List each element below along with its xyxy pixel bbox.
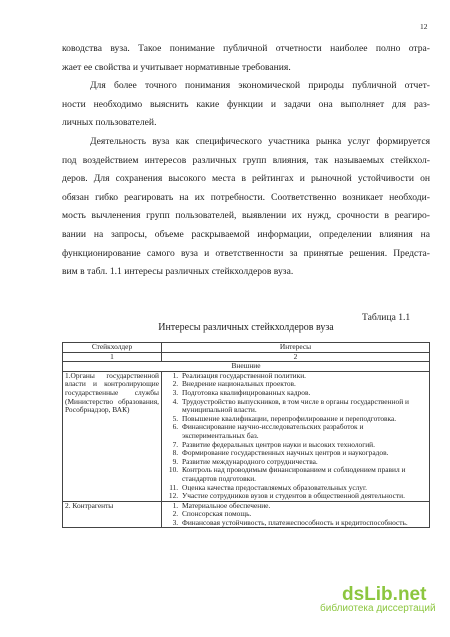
text-line: вим в табл. 1.1 интересы различных стейкхолдеров вуза.: [62, 266, 294, 278]
text-line: жает ее свойства и учитывает нормативные требования.: [62, 61, 291, 73]
stakeholder-cell: 1.Органы государственной власти и контролирующие государственные службы (Министерство образования, Рособрнадзор, ВАК): [63, 371, 162, 501]
table-header-row: [63, 343, 430, 353]
text-line: функционирование самого вуза и ответственности за принятые решения. Предста-: [62, 247, 430, 259]
column-header: Стейкхолдер: [63, 343, 162, 353]
list-item: 4. Трудоустройство выпускников, в том числе в органы государственной и муниципальной власти.: [180, 398, 427, 415]
section-label: Внешние: [63, 362, 430, 372]
list-item: 11. Оценка качества предоставляемых образовательных услуг.: [180, 484, 427, 493]
text-line: обязан гибко реагировать на их потребности. Соответственно возникает необходи-: [62, 191, 430, 203]
paragraph-3: [62, 133, 430, 282]
page-number: 12: [420, 22, 428, 31]
text-line: вании на запросы, объеме раскрываемой информации, определении влияния на: [62, 228, 430, 240]
text-line: ности необходимо выяснить какие функции и задачи она выполняет для раз-: [62, 98, 430, 110]
interests-list: [164, 372, 427, 501]
list-item: 2. Спонсорская помощь.: [180, 510, 427, 519]
column-header: Интересы: [162, 343, 430, 353]
column-number: 2: [162, 352, 430, 362]
list-item: 1. Материальное обеспечение.: [180, 502, 427, 511]
list-item: 7. Развитие федеральных центров науки и высоких технологий.: [180, 441, 427, 450]
list-item: 2. Внедрение национальных проектов.: [180, 380, 427, 389]
watermark[interactable]: [320, 584, 436, 614]
list-item: 9. Развитие международного сотрудничества.: [180, 458, 427, 467]
table-reference: Таблица 1.1: [362, 312, 411, 323]
column-number: 1: [63, 352, 162, 362]
list-item: 3. Подготовка квалифицированных кадров.: [180, 389, 427, 398]
interests-cell: [162, 501, 430, 528]
text-line: ководства вуза. Такое понимание публичной отчетности наиболее полно отра-: [62, 43, 430, 54]
text-line: деров. Для сохранения высокого места в рейтингах и рыночной устойчивости он: [62, 173, 430, 185]
stakeholder-table: [62, 342, 430, 528]
table-row: [63, 501, 430, 528]
text-line: Для более точного понимания экономической природы публичной отчет-: [90, 80, 430, 91]
stakeholder-cell: 2. Контрагенты: [63, 501, 162, 528]
text-line: личных пользователей.: [62, 117, 157, 129]
table-section-row: [63, 362, 430, 372]
text-line: мость вычленения групп пользователей, выявлении их нужд, срочности в реагиро-: [62, 210, 430, 222]
paragraph-1: [62, 40, 430, 77]
paragraph-2: [62, 77, 430, 133]
watermark-logo[interactable]: dsLib.net: [342, 584, 427, 605]
list-item: 5. Повышение квалификации, перепрофилирование и переподготовка.: [180, 415, 427, 424]
list-item: 6. Финансирование научно-исследовательских разработок и экспериментальных баз.: [180, 423, 427, 440]
text-line: Деятельность вуза как специфического участника рынка услуг формируется: [90, 136, 430, 147]
list-item: 8. Формирование государственных научных центров и наукоградов.: [180, 449, 427, 458]
list-item: 1. Реализация государственной политики.: [180, 372, 427, 381]
interests-list: [164, 502, 427, 528]
watermark-subtitle: библиотека диссертаций: [320, 603, 436, 614]
list-item: 10. Контроль над проводимым финансированием и соблюдением правил и стандартов подготовки.: [180, 466, 427, 483]
interests-cell: [162, 371, 430, 501]
table-title: Интересы различных стейкхолдеров вуза: [158, 322, 334, 333]
list-item: 3. Финансовая устойчивость, платежеспособность и кредитоспособность.: [180, 519, 427, 528]
list-item: 12. Участие сотрудников вузов и студентов в общественной деятельности.: [180, 492, 427, 501]
text-line: под воздействием интересов различных групп влияния, так называемых стейкхол-: [62, 154, 430, 166]
table-row: [63, 371, 430, 501]
